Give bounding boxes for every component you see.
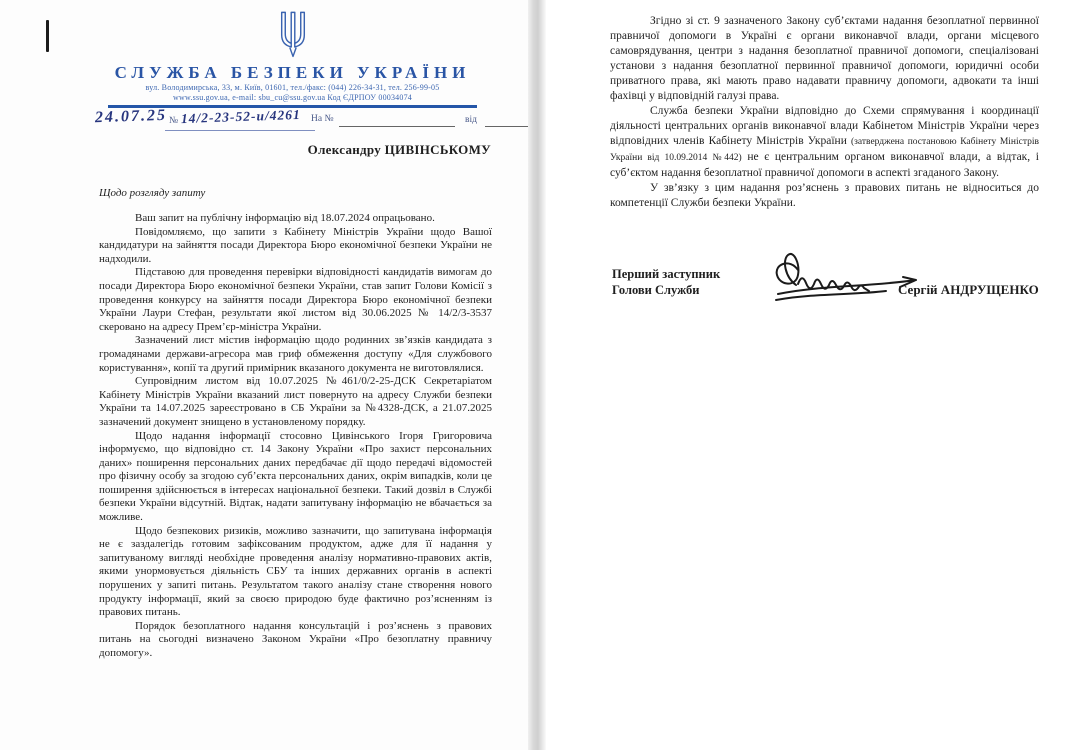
paragraph: Підставою для проведення перевірки відповідності кандидатів вимогам до посади Директора Бюро економічної безпеки України, став запит Голови Комісії з проведення конкурсу на зайняття посади Директора Бюро економічної безпеки України Лаури Стефан, результати якої листом від 30.06.2025 № 14/2/3-3537 скеровано на адресу Прем’єр-міністра України. — [99, 266, 492, 333]
letter-body-page-2 — [610, 14, 1039, 211]
paragraph: Щодо надання інформації стосовно Цивінського Ігоря Григоровича інформуємо, що відповідно ст. 14 Закону України «Про захист персональних даних» поширення персональних даних передбачає дії щодо передачі відомостей про фізичну особу за згодою суб’єкта персональних даних, окрім випадків, коли це поширення здійснюється в інтересах національної безпеки. Такий дозвіл в Службі безпеки України відсутній. Відтак, надати запитувану інформацію не вбачається за можливе. — [99, 429, 492, 524]
paragraph: Згідно зі ст. 9 зазначеного Закону суб’єктами надання безоплатної первинної правничої допомоги в Україні є органи виконавчої влади, органи місцевого самоврядування, центри з надання безоплатної правничої допомоги, спеціалізовані установи з надання безоплатної первинної правничої допомоги, юридичні особи приватного права, які мають право надавати правничу допомоги, адвокати та інші фахівці у відповідній галузі права. — [610, 15, 1039, 102]
handwritten-date: 24.07.25 — [94, 106, 168, 127]
address-line-1: вул. Володимирська, 33, м. Київ, 01601, тел./факс: (044) 226-34-31, тел. 256-99-05 — [145, 83, 440, 92]
paragraph — [610, 104, 1039, 181]
handwritten-signature-icon — [768, 244, 968, 313]
reply-number-blank — [339, 126, 455, 127]
paragraph: Ваш запит на публічну інформацію від 18.07.2024 опрацьовано. — [135, 212, 435, 224]
signer-position — [612, 266, 720, 298]
subject-line: Щодо розгляду запиту — [99, 187, 206, 199]
letter-page-2 — [546, 0, 1086, 750]
agency-name: СЛУЖБА БЕЗПЕКИ УКРАЇНИ — [114, 63, 471, 82]
paragraph-text: не є центральним органом виконавчої влади, а відтак, і суб’єктом надання безоплатної правничої допомоги в аспекті згаданого Закону. — [610, 151, 1039, 179]
signer-position-line-2: Голови Служби — [612, 283, 700, 297]
scan-artifact-mark — [46, 20, 49, 52]
paragraph: У зв’язку з цим надання роз’яснень з правових питань не відноситься до компетенції Служби безпеки України. — [610, 182, 1039, 209]
handwritten-outgoing-number: 14/2-23-52-и/4261 — [180, 106, 301, 127]
paragraph: Зазначений лист містив інформацію щодо родинних зв’язків кандидата з громадянами держави-агресора мав гриф обмеження доступу «Для службового користування», копії та другий примірник вказаного документа не виготовлялися. — [99, 334, 492, 374]
paragraph: Щодо безпекових ризиків, можливо зазначити, що запитувана інформація не є заздалегідь готовим зафіксованим продуктом, адже для її надання у запитуваному вигляді необхідне проведення аналізу нормативно-правових актів, якими унормовується діяльність СБУ та інших державних органів в аспекті порушених у запиті питань. Результатом такого аналізу стане створення нового продукту інформації, який за своєю природою буде фактично роз’ясненням із правових питань. — [99, 524, 492, 619]
letterhead — [60, 10, 525, 108]
page-divider — [528, 0, 546, 750]
paragraph: Супровідним листом від 10.07.2025 №461/0/2-25-ДСК Секретаріатом Кабінету Міністрів України вказаний лист повернуто на адресу Служби безпеки України та 14.07.2025 зареєстровано в СБ України за №4328-ДСК, а 21.07.2025 зазначений документ знищено в установленому порядку. — [99, 375, 492, 428]
ukraine-trident-emblem-icon — [60, 10, 525, 60]
paragraph-small-text: (затверджена постановою Кабінету Міністрів України від 10.09.2014 №442) — [610, 137, 1039, 163]
signer-position-line-1: Перший заступник — [612, 267, 721, 281]
number-sign-label: № — [169, 116, 179, 126]
letter-page-1 — [0, 0, 528, 750]
paragraph: Повідомляємо, що запити з Кабінету Міністрів України щодо Вашої кандидатури на зайняття посади Директора Бюро економічної безпеки України не надходили. — [99, 225, 492, 265]
number-underline — [165, 130, 315, 131]
reply-date-label: від — [465, 115, 477, 125]
recipient-name: Олександру ЦИВІНСЬКОМУ — [307, 142, 491, 157]
reply-date-blank — [485, 126, 529, 127]
reference-row — [95, 106, 515, 136]
address-line-2: www.ssu.gov.ua, e-mail: sbu_cu@ssu.gov.ua Код ЄДРПОУ 00034074 — [173, 92, 412, 102]
paragraph: Порядок безоплатного надання консультацій і роз’яснень з правових питань на сьогодні визначено Законом України «Про безоплатну правничу допомогу». — [99, 619, 492, 659]
signer-name: Сергій АНДРУЩЕНКО — [898, 282, 1039, 297]
reply-number-label: На № — [311, 114, 334, 124]
paragraph-text: Служба безпеки України відповідно до Схеми спрямування і координації діяльності центральних органів виконавчої влади Кабінетом Міністрів України через відповідних членів Кабінету Міністрів України — [610, 105, 1039, 147]
letter-body-page-1 — [99, 212, 492, 661]
